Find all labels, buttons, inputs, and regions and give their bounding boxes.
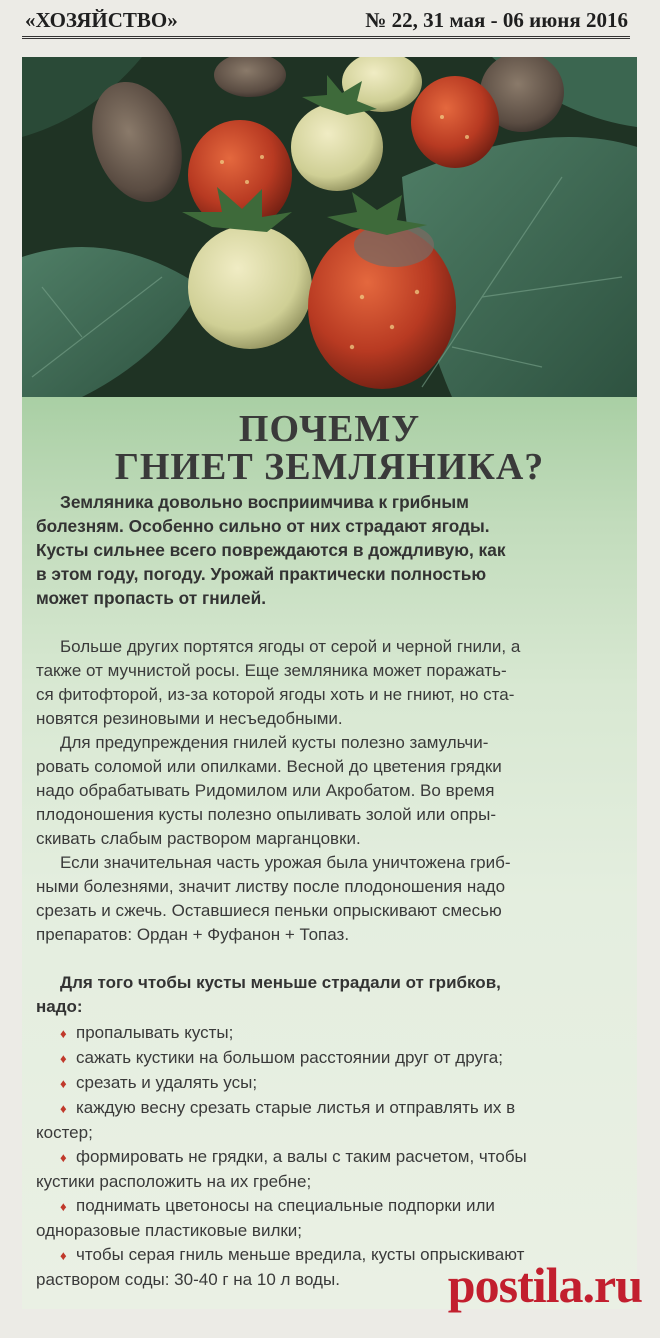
list-item-text: каждую весну срезать старые листья и отправлять их в — [76, 1098, 516, 1117]
diamond-bullet-icon: ♦ — [60, 1051, 67, 1066]
lead-line: в этом году, погоду. Урожай практически полностью — [36, 564, 487, 584]
body-line: Если значительная часть урожая была уничтожена гриб- — [60, 853, 511, 872]
list-heading-line: надо: — [36, 997, 83, 1016]
article-title-line1: ПОЧЕМУ — [238, 408, 421, 450]
list-heading-line: Для того чтобы кусты меньше страдали от грибков, — [60, 973, 501, 992]
list-item-text: чтобы серая гниль меньше вредила, кусты опрыскивают — [76, 1245, 525, 1264]
article-body — [36, 635, 630, 947]
list-item — [36, 1071, 630, 1096]
list-item-text: поднимать цветоносы на специальные подпорки или — [76, 1196, 495, 1215]
list-item — [36, 1021, 630, 1046]
body-line: ными болезнями, значит листву после плодоношения надо — [36, 877, 506, 896]
strawberry-photo — [22, 57, 637, 397]
body-line: скивать слабым раствором марганцовки. — [36, 829, 361, 848]
article-lead — [36, 490, 620, 610]
article-title-line2: ГНИЕТ ЗЕМЛЯНИКА? — [114, 446, 545, 488]
diamond-bullet-icon: ♦ — [60, 1101, 67, 1116]
list-item-text: сажать кустики на большом расстоянии друг от друга; — [76, 1048, 503, 1067]
newspaper-name: «ХОЗЯЙСТВО» — [25, 8, 178, 32]
body-line: Больше других портятся ягоды от серой и черной гнили, а — [60, 637, 521, 656]
body-line: срезать и сжечь. Оставшиеся пеньки опрыскивают смесью — [36, 901, 502, 920]
body-line: препаратов: Ордан + Фуфанон + Топаз. — [36, 925, 350, 944]
list-heading — [36, 971, 630, 1019]
diamond-bullet-icon: ♦ — [60, 1076, 67, 1091]
diamond-bullet-icon: ♦ — [60, 1248, 67, 1263]
lead-line: может пропасть от гнилей. — [36, 588, 267, 608]
list-item-text: кустики расположить на их гребне; — [36, 1172, 312, 1191]
body-line: Для предупреждения гнилей кусты полезно замульчи- — [60, 733, 489, 752]
list-item-text: срезать и удалять усы; — [76, 1073, 258, 1092]
list-item-text: костер; — [36, 1123, 93, 1142]
list-item-text: одноразовые пластиковые вилки; — [36, 1221, 303, 1240]
list-item — [36, 1145, 630, 1194]
list-item — [36, 1046, 630, 1071]
lead-line: Кусты сильнее всего повреждаются в дождливую, как — [36, 540, 506, 560]
body-line: также от мучнистой росы. Еще земляника может поражать- — [36, 661, 507, 680]
diamond-bullet-icon: ♦ — [60, 1199, 67, 1214]
diamond-bullet-icon: ♦ — [60, 1026, 67, 1041]
list-item-text: пропалывать кусты; — [76, 1023, 234, 1042]
body-line: плодоношения кусты полезно опыливать золой или опры- — [36, 805, 497, 824]
body-line: новятся резиновыми и несъедобными. — [36, 709, 343, 728]
diamond-bullet-icon: ♦ — [60, 1150, 67, 1165]
lead-line: Земляника довольно восприимчива к грибным — [60, 492, 469, 512]
body-line: надо обрабатывать Ридомилом или Акробатом. Во время — [36, 781, 495, 800]
list-item-text: формировать не грядки, а валы с таким расчетом, чтобы — [76, 1147, 527, 1166]
masthead — [22, 6, 630, 39]
body-line: ровать соломой или опилками. Весной до цветения грядки — [36, 757, 502, 776]
body-line: ся фитофторой, из-за которой ягоды хоть и не гниют, но ста- — [36, 685, 515, 704]
issue-date: № 22, 31 мая - 06 июня 2016 — [365, 8, 628, 32]
list-item — [36, 1194, 630, 1243]
list-item — [36, 1096, 630, 1145]
lead-line: болезням. Особенно сильно от них страдают ягоды. — [36, 516, 490, 536]
article — [22, 397, 637, 1309]
advice-list — [36, 1021, 630, 1292]
list-item-text: раствором соды: 30-40 г на 10 л воды. — [36, 1270, 340, 1289]
watermark-logo: postila.ru — [447, 1257, 642, 1313]
